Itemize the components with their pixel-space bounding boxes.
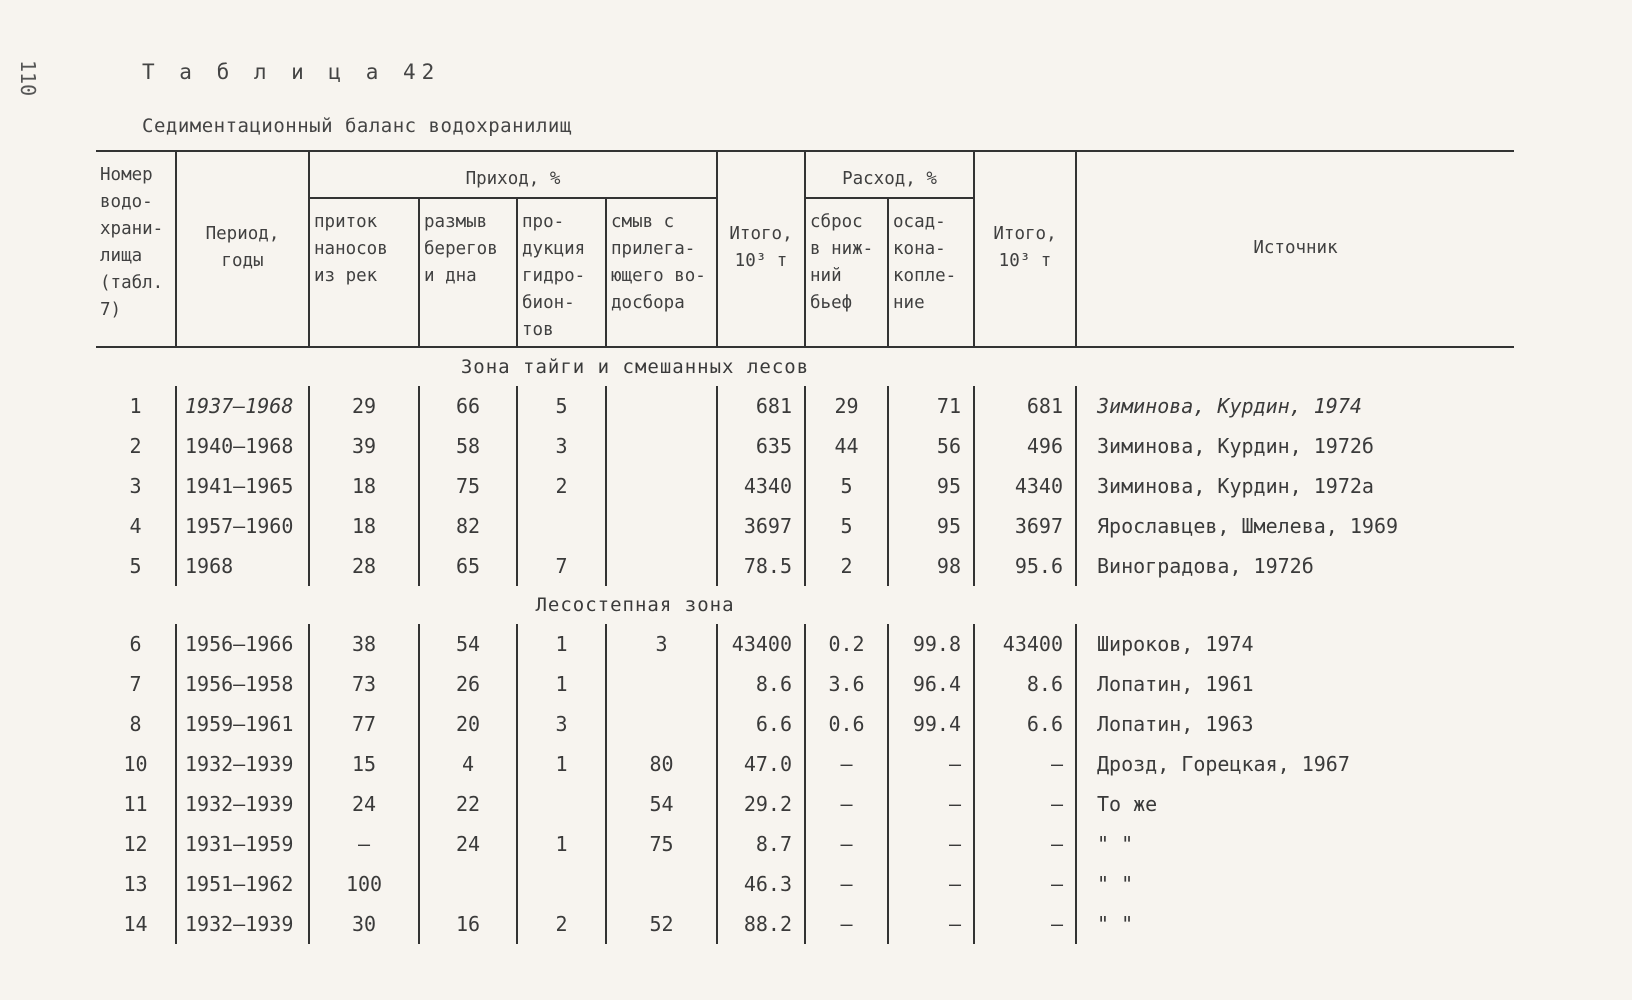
- cell-discharge: 0.6: [805, 704, 888, 744]
- cell-sediment: 99.4: [888, 704, 974, 744]
- cell-inflow: 18: [309, 466, 419, 506]
- cell-discharge: 5: [805, 506, 888, 546]
- table-body: [96, 347, 1514, 944]
- header-erosion: размыв берегов и дна: [419, 198, 517, 347]
- table-row: [96, 864, 1514, 904]
- cell-bio: 3: [517, 426, 606, 466]
- cell-erosion: 54: [419, 624, 517, 664]
- cell-washoff: 3: [606, 624, 717, 664]
- cell-sediment: 96.4: [888, 664, 974, 704]
- cell-washoff: [606, 664, 717, 704]
- cell-bio: 1: [517, 624, 606, 664]
- cell-washoff: 54: [606, 784, 717, 824]
- cell-sediment: 98: [888, 546, 974, 586]
- header-discharge: сброс в ниж-ний бьеф: [805, 198, 888, 347]
- cell-source: Зиминова, Курдин, 1972б: [1076, 426, 1514, 466]
- table-row: [96, 506, 1514, 546]
- header-income-group: Приход, %: [309, 151, 717, 198]
- table-row: [96, 466, 1514, 506]
- cell-sediment: –: [888, 824, 974, 864]
- cell-bio: [517, 784, 606, 824]
- cell-bio: 2: [517, 904, 606, 944]
- page-number: 110: [16, 60, 40, 97]
- cell-discharge: –: [805, 904, 888, 944]
- sediment-balance-table: [96, 150, 1514, 944]
- cell-income-total: 8.7: [717, 824, 805, 864]
- table-row: [96, 784, 1514, 824]
- cell-washoff: [606, 864, 717, 904]
- zone-label: Лесостепная зона: [535, 594, 735, 616]
- cell-erosion: 4: [419, 744, 517, 784]
- cell-source: " ": [1076, 824, 1514, 864]
- cell-inflow: 15: [309, 744, 419, 784]
- cell-sediment: 95: [888, 506, 974, 546]
- cell-sediment: 56: [888, 426, 974, 466]
- cell-outflow-total: 95.6: [974, 546, 1076, 586]
- cell-income-total: 8.6: [717, 664, 805, 704]
- cell-no: 13: [123, 872, 148, 896]
- zone-label: Зона тайги и смешанных лесов: [460, 356, 810, 378]
- cell-washoff: [606, 546, 717, 586]
- cell-erosion: 75: [419, 466, 517, 506]
- cell-period: 1932–1939: [176, 904, 309, 944]
- table-row: [96, 426, 1514, 466]
- cell-outflow-total: 681: [974, 386, 1076, 426]
- cell-outflow-total: –: [974, 864, 1076, 904]
- cell-bio: [517, 506, 606, 546]
- cell-bio: 3: [517, 704, 606, 744]
- header-source: Источник: [1076, 151, 1514, 347]
- cell-sediment: –: [888, 864, 974, 904]
- cell-period: 1932–1939: [176, 784, 309, 824]
- cell-outflow-total: –: [974, 744, 1076, 784]
- cell-sediment: –: [888, 904, 974, 944]
- cell-source: Лопатин, 1963: [1076, 704, 1514, 744]
- cell-discharge: 44: [805, 426, 888, 466]
- cell-no: 5: [129, 554, 142, 578]
- cell-sediment: 71: [888, 386, 974, 426]
- cell-inflow: 77: [309, 704, 419, 744]
- cell-washoff: [606, 426, 717, 466]
- cell-erosion: 58: [419, 426, 517, 466]
- cell-source: Дрозд, Горецкая, 1967: [1076, 744, 1514, 784]
- cell-inflow: 24: [309, 784, 419, 824]
- cell-erosion: 20: [419, 704, 517, 744]
- zone-row: [96, 347, 1514, 386]
- cell-outflow-total: –: [974, 904, 1076, 944]
- cell-washoff: 52: [606, 904, 717, 944]
- cell-bio: 1: [517, 664, 606, 704]
- cell-income-total: 3697: [717, 506, 805, 546]
- cell-no: 2: [129, 434, 142, 458]
- cell-period: 1932–1939: [176, 744, 309, 784]
- cell-outflow-total: 6.6: [974, 704, 1076, 744]
- cell-no: 8: [129, 712, 142, 736]
- cell-washoff: [606, 506, 717, 546]
- cell-source: Лопатин, 1961: [1076, 664, 1514, 704]
- cell-washoff: [606, 704, 717, 744]
- header-sediment: осад-кона-копле-ние: [888, 198, 974, 347]
- table-row: [96, 704, 1514, 744]
- cell-bio: 7: [517, 546, 606, 586]
- table-row: [96, 386, 1514, 426]
- cell-washoff: 80: [606, 744, 717, 784]
- table-title: Седиментационный баланс водохранилищ: [142, 115, 572, 137]
- cell-no: 12: [123, 832, 148, 856]
- cell-erosion: 65: [419, 546, 517, 586]
- cell-inflow: 18: [309, 506, 419, 546]
- cell-bio: 5: [517, 386, 606, 426]
- cell-erosion: 66: [419, 386, 517, 426]
- cell-income-total: 4340: [717, 466, 805, 506]
- table-caption: Т а б л и ц а 42: [142, 60, 441, 84]
- cell-source: " ": [1076, 864, 1514, 904]
- cell-outflow-total: 3697: [974, 506, 1076, 546]
- header-period: Период, годы: [176, 151, 309, 347]
- cell-source: Виноградова, 1972б: [1076, 546, 1514, 586]
- header-inflow: приток наносов из рек: [309, 198, 419, 347]
- cell-outflow-total: 43400: [974, 624, 1076, 664]
- cell-income-total: 29.2: [717, 784, 805, 824]
- table-row: [96, 546, 1514, 586]
- cell-inflow: 73: [309, 664, 419, 704]
- cell-period: 1957–1960: [176, 506, 309, 546]
- cell-sediment: –: [888, 744, 974, 784]
- table-row: [96, 664, 1514, 704]
- cell-period: 1968: [176, 546, 309, 586]
- cell-no: 10: [123, 752, 148, 776]
- cell-inflow: 28: [309, 546, 419, 586]
- cell-washoff: [606, 386, 717, 426]
- cell-bio: 2: [517, 466, 606, 506]
- cell-source: Ярославцев, Шмелева, 1969: [1076, 506, 1514, 546]
- cell-period: 1956–1958: [176, 664, 309, 704]
- cell-no: 1: [129, 394, 142, 418]
- cell-erosion: 16: [419, 904, 517, 944]
- cell-outflow-total: 8.6: [974, 664, 1076, 704]
- cell-source: Зиминова, Курдин, 1972а: [1076, 466, 1514, 506]
- cell-income-total: 681: [717, 386, 805, 426]
- zone-row: [96, 586, 1514, 624]
- cell-discharge: –: [805, 864, 888, 904]
- cell-period: 1937–1968: [176, 386, 309, 426]
- cell-sediment: 95: [888, 466, 974, 506]
- cell-washoff: [606, 466, 717, 506]
- cell-period: 1940–1968: [176, 426, 309, 466]
- cell-no: 3: [129, 474, 142, 498]
- cell-outflow-total: 4340: [974, 466, 1076, 506]
- cell-inflow: 29: [309, 386, 419, 426]
- cell-no: 4: [129, 514, 142, 538]
- table-row: [96, 624, 1514, 664]
- cell-source: Широков, 1974: [1076, 624, 1514, 664]
- header-outflow-total: Итого, 10³ т: [974, 151, 1076, 347]
- cell-inflow: 39: [309, 426, 419, 466]
- cell-no: 11: [123, 792, 148, 816]
- cell-period: 1959–1961: [176, 704, 309, 744]
- cell-period: 1956–1966: [176, 624, 309, 664]
- cell-bio: 1: [517, 824, 606, 864]
- cell-source: То же: [1076, 784, 1514, 824]
- cell-discharge: 5: [805, 466, 888, 506]
- cell-inflow: 38: [309, 624, 419, 664]
- cell-bio: [517, 864, 606, 904]
- cell-income-total: 47.0: [717, 744, 805, 784]
- cell-source: Зиминова, Курдин, 1974: [1076, 386, 1514, 426]
- cell-bio: 1: [517, 744, 606, 784]
- table-row: [96, 744, 1514, 784]
- table-row: [96, 824, 1514, 864]
- cell-inflow: 30: [309, 904, 419, 944]
- cell-source: " ": [1076, 904, 1514, 944]
- cell-inflow: 100: [309, 864, 419, 904]
- cell-income-total: 635: [717, 426, 805, 466]
- cell-inflow: –: [309, 824, 419, 864]
- cell-erosion: 82: [419, 506, 517, 546]
- cell-discharge: –: [805, 744, 888, 784]
- cell-period: 1931–1959: [176, 824, 309, 864]
- cell-income-total: 78.5: [717, 546, 805, 586]
- cell-discharge: 2: [805, 546, 888, 586]
- header-outflow-group: Расход, %: [805, 151, 974, 198]
- cell-income-total: 6.6: [717, 704, 805, 744]
- cell-income-total: 88.2: [717, 904, 805, 944]
- cell-sediment: –: [888, 784, 974, 824]
- cell-period: 1941–1965: [176, 466, 309, 506]
- cell-discharge: 3.6: [805, 664, 888, 704]
- cell-erosion: [419, 864, 517, 904]
- header-bio: про-дукция гидро-бион-тов: [517, 198, 606, 347]
- cell-erosion: 22: [419, 784, 517, 824]
- cell-discharge: 0.2: [805, 624, 888, 664]
- cell-washoff: 75: [606, 824, 717, 864]
- cell-income-total: 46.3: [717, 864, 805, 904]
- header-income-total: Итого, 10³ т: [717, 151, 805, 347]
- header-washoff: смыв с прилега-ющего во-досбора: [606, 198, 717, 347]
- header-reservoir-no: Номер водо-храни-лища (табл. 7): [96, 151, 176, 347]
- cell-no: 6: [129, 632, 142, 656]
- cell-period: 1951–1962: [176, 864, 309, 904]
- cell-outflow-total: –: [974, 824, 1076, 864]
- cell-no: 14: [123, 912, 148, 936]
- cell-erosion: 24: [419, 824, 517, 864]
- cell-erosion: 26: [419, 664, 517, 704]
- table-row: [96, 904, 1514, 944]
- cell-outflow-total: –: [974, 784, 1076, 824]
- cell-sediment: 99.8: [888, 624, 974, 664]
- cell-no: 7: [129, 672, 142, 696]
- cell-income-total: 43400: [717, 624, 805, 664]
- cell-outflow-total: 496: [974, 426, 1076, 466]
- cell-discharge: –: [805, 784, 888, 824]
- cell-discharge: –: [805, 824, 888, 864]
- cell-discharge: 29: [805, 386, 888, 426]
